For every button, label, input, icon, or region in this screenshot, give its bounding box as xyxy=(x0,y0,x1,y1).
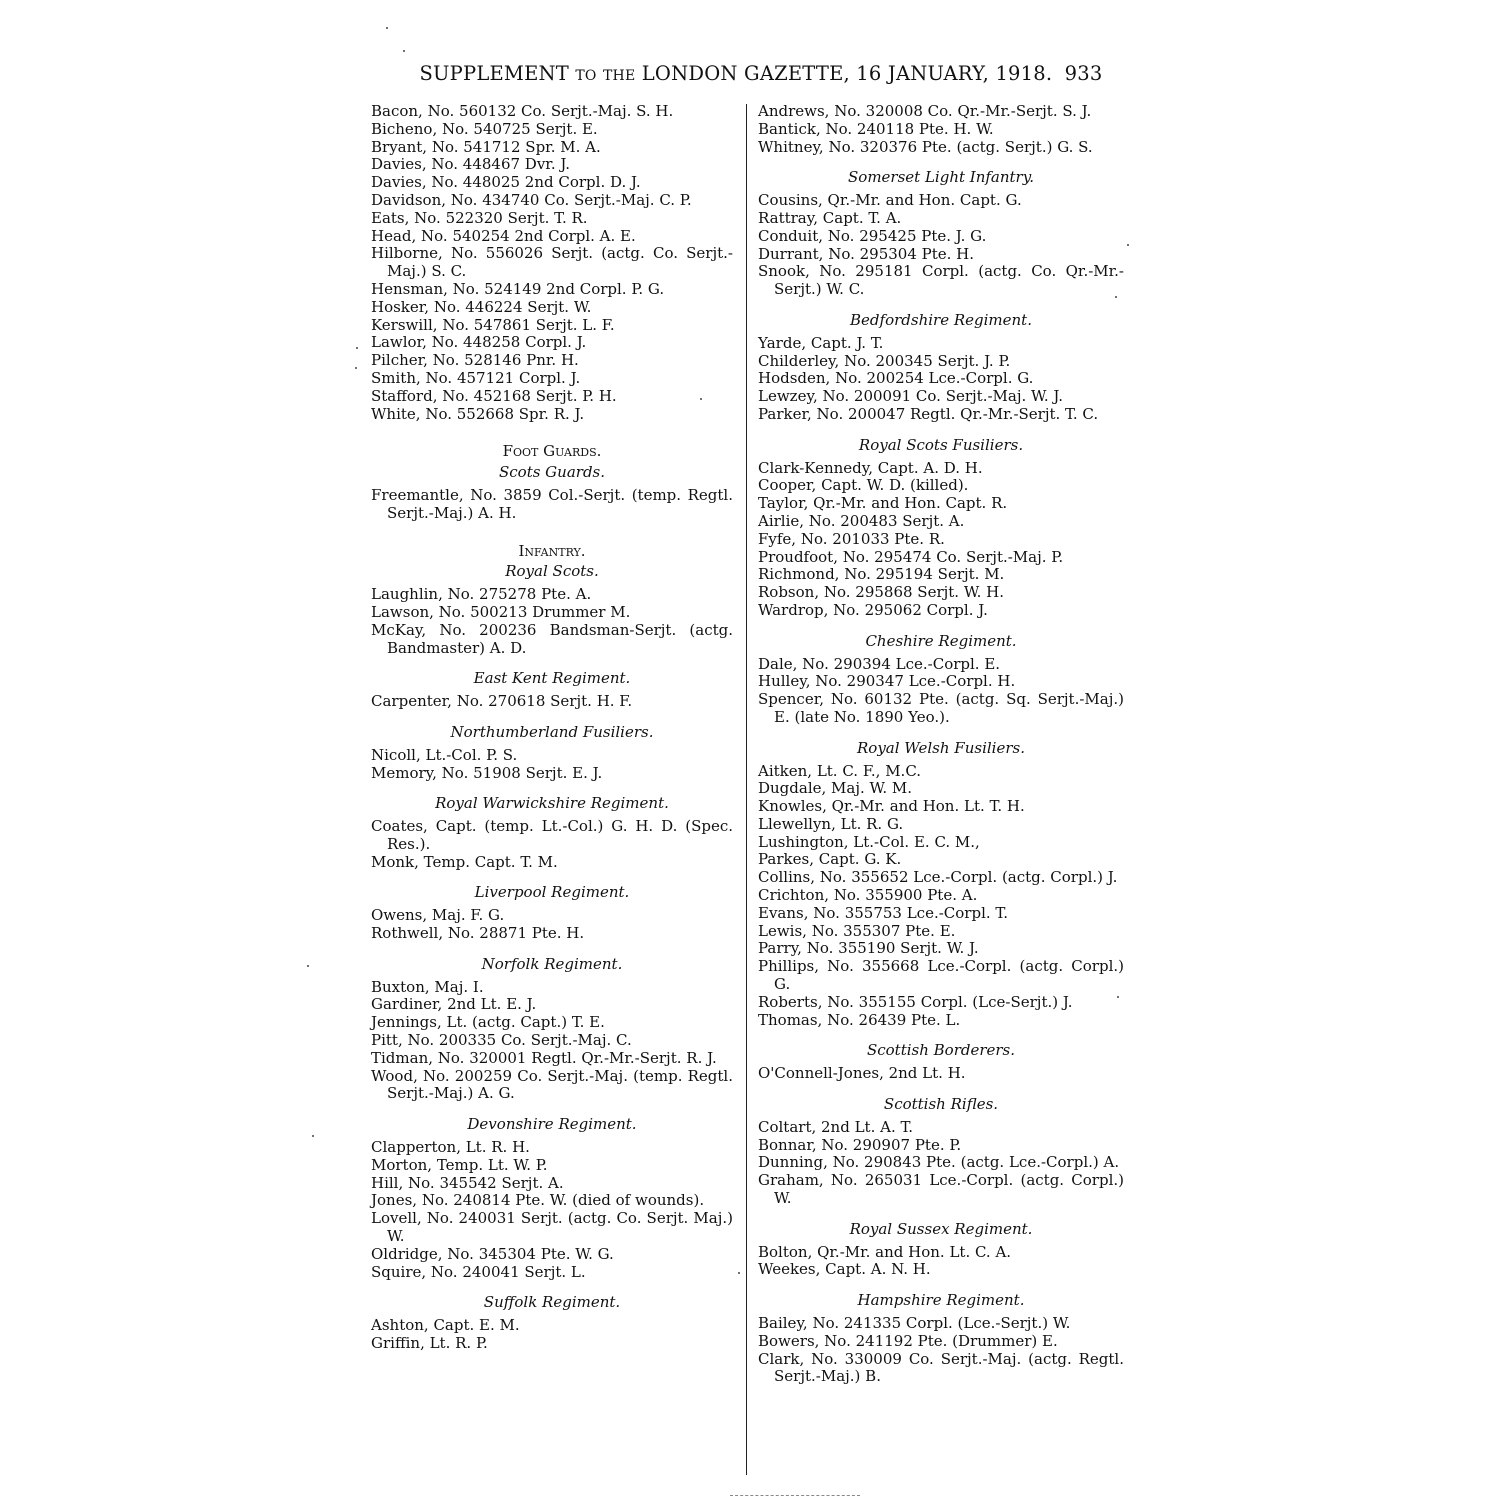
roll-entry: Bowers, No. 241192 Pte. (Drummer) E. xyxy=(758,1331,1058,1350)
roll-entry: Laughlin, No. 275278 Pte. A. xyxy=(371,585,592,604)
roll-entry: O'Connell-Jones, 2nd Lt. H. xyxy=(758,1064,966,1083)
section-heading: Infantry. xyxy=(518,541,586,560)
roll-entry: Coates, Capt. (temp. Lt.-Col.) G. H. D. (Spec. Res.). xyxy=(371,817,733,853)
roll-entry: Hill, No. 345542 Serjt. A. xyxy=(371,1173,564,1192)
roll-entry: Hensman, No. 524149 2nd Corpl. P. G. xyxy=(371,279,665,298)
roll-entry: Yarde, Capt. J. T. xyxy=(758,333,884,352)
roll-entry: Durrant, No. 295304 Pte. H. xyxy=(758,244,975,263)
regiment-heading: Scots Guards. xyxy=(498,463,606,482)
roll-entry: Collins, No. 355652 Lce.-Corpl. (actg. Corpl.) J. xyxy=(758,868,1118,887)
roll-entry: Ashton, Capt. E. M. xyxy=(371,1316,520,1335)
roll-entry: Phillips, No. 355668 Lce.-Corpl. (actg. Corpl.) G. xyxy=(758,957,1124,994)
roll-entry: Head, No. 540254 2nd Corpl. A. E. xyxy=(371,226,636,245)
roll-entry: Davies, No. 448467 Dvr. J. xyxy=(371,155,570,174)
roll-entry: Childerley, No. 200345 Serjt. J. P. xyxy=(758,351,1011,370)
roll-entry: Roberts, No. 355155 Corpl. (Lce-Serjt.) J. xyxy=(758,992,1073,1011)
regiment-heading: Liverpool Regiment. xyxy=(474,883,630,902)
roll-entry: Airlie, No. 200483 Serjt. A. xyxy=(758,511,965,530)
roll-entry: Freemantle, No. 3859 Col.-Serjt. (temp. Regtl. Serjt.-Maj.) A. H. xyxy=(371,485,733,522)
roll-entry: Lewis, No. 355307 Pte. E. xyxy=(758,921,956,940)
scan-speck xyxy=(386,27,388,29)
scan-edge-mark xyxy=(730,1495,860,1497)
roll-entry: White, No. 552668 Spr. R. J. xyxy=(371,404,585,423)
roll-entry: Graham, No. 265031 Lce.-Corpl. (actg. Corpl.) W. xyxy=(758,1171,1124,1208)
roll-entry: Bonnar, No. 290907 Pte. P. xyxy=(758,1135,962,1154)
regiment-heading: East Kent Regiment. xyxy=(473,669,631,688)
roll-entry: Cooper, Capt. W. D. (killed). xyxy=(758,476,969,495)
roll-entry: Eats, No. 522320 Serjt. T. R. xyxy=(371,208,588,227)
roll-entry: Lawson, No. 500213 Drummer M. xyxy=(371,602,631,621)
roll-entry: Dunning, No. 290843 Pte. (actg. Lce.-Corpl.) A. xyxy=(758,1153,1120,1172)
roll-entry: Parkes, Capt. G. K. xyxy=(758,850,902,869)
roll-entry: Owens, Maj. F. G. xyxy=(371,906,505,925)
scan-speck xyxy=(738,1272,740,1274)
roll-entry: Evans, No. 355753 Lce.-Corpl. T. xyxy=(758,903,1008,922)
regiment-heading: Royal Warwickshire Regiment. xyxy=(435,794,669,813)
scan-speck xyxy=(312,1135,314,1137)
roll-entry: Buxton, Maj. I. xyxy=(371,977,484,996)
scan-speck xyxy=(355,367,357,369)
roll-entry: Monk, Temp. Capt. T. M. xyxy=(371,852,558,871)
roll-entry: Coltart, 2nd Lt. A. T. xyxy=(758,1117,914,1136)
roll-entry: Snook, No. 295181 Corpl. (actg. Co. Qr.-Mr.-Serjt.) W. C. xyxy=(758,262,1124,299)
scan-speck xyxy=(1117,996,1119,998)
regiment-heading: Norfolk Regiment. xyxy=(481,954,623,973)
roll-entry: Bailey, No. 241335 Corpl. (Lce.-Serjt.) W. xyxy=(758,1314,1071,1333)
roll-entry: Bryant, No. 541712 Spr. M. A. xyxy=(371,137,601,156)
roll-entry: Bantick, No. 240118 Pte. H. W. xyxy=(758,119,994,138)
roll-entry: Crichton, No. 355900 Pte. A. xyxy=(758,886,978,905)
roll-entry: McKay, No. 200236 Bandsman-Serjt. (actg. Bandmaster) A. D. xyxy=(371,620,733,657)
roll-entry: Dugdale, Maj. W. M. xyxy=(758,779,912,798)
scan-speck xyxy=(1115,296,1117,298)
roll-entry: Whitney, No. 320376 Pte. (actg. Serjt.) G. S. xyxy=(758,137,1093,156)
roll-entry: Llewellyn, Lt. R. G. xyxy=(758,814,904,833)
roll-entry: Tidman, No. 320001 Regtl. Qr.-Mr.-Serjt. R. J. xyxy=(371,1048,717,1067)
roll-entry: Lewzey, No. 200091 Co. Serjt.-Maj. W. J. xyxy=(758,387,1063,406)
column-divider xyxy=(746,104,747,1475)
regiment-heading: Suffolk Regiment. xyxy=(483,1293,621,1312)
regiment-heading: Somerset Light Infantry. xyxy=(848,168,1034,187)
roll-entry: Pitt, No. 200335 Co. Serjt.-Maj. C. xyxy=(371,1031,632,1050)
roll-entry: Andrews, No. 320008 Co. Qr.-Mr.-Serjt. S. J. xyxy=(758,102,1092,120)
roll-entry: Lushington, Lt.-Col. E. C. M., xyxy=(758,832,980,851)
roll-entry: Parker, No. 200047 Regtl. Qr.-Mr.-Serjt. T. C. xyxy=(758,404,1099,423)
roll-entry: Bacon, No. 560132 Co. Serjt.-Maj. S. H. xyxy=(371,102,674,120)
roll-entry: Aitken, Lt. C. F., M.C. xyxy=(758,761,922,780)
regiment-heading: Cheshire Regiment. xyxy=(865,631,1017,650)
roll-entry: Conduit, No. 295425 Pte. J. G. xyxy=(758,226,987,245)
roll-entry: Lovell, No. 240031 Serjt. (actg. Co. Serjt. Maj.) W. xyxy=(371,1209,733,1246)
roll-entry: Lawlor, No. 448258 Corpl. J. xyxy=(371,333,587,352)
roll-entry: Spencer, No. 60132 Pte. (actg. Sq. Serjt.-Maj.) E. (late No. 1890 Yeo.). xyxy=(758,690,1124,726)
scan-speck xyxy=(1127,244,1129,246)
roll-entry: Stafford, No. 452168 Serjt. P. H. xyxy=(371,386,617,405)
roll-entry: Nicoll, Lt.-Col. P. S. xyxy=(371,745,518,764)
roll-entry: Carpenter, No. 270618 Serjt. H. F. xyxy=(371,692,633,711)
right-column xyxy=(758,103,1124,1386)
page-number: 933 xyxy=(1064,62,1103,85)
roll-entry: Dale, No. 290394 Lce.-Corpl. E. xyxy=(758,654,1001,673)
scan-speck xyxy=(356,347,358,349)
roll-entry: Jones, No. 240814 Pte. W. (died of wounds). xyxy=(371,1191,705,1210)
roll-entry: Parry, No. 355190 Serjt. W. J. xyxy=(758,939,979,958)
regiment-heading: Hampshire Regiment. xyxy=(857,1291,1025,1310)
regiment-heading: Royal Sussex Regiment. xyxy=(849,1219,1033,1238)
roll-entry: Jennings, Lt. (actg. Capt.) T. E. xyxy=(371,1013,605,1032)
roll-entry: Griffin, Lt. R. P. xyxy=(371,1334,488,1353)
roll-entry: Rattray, Capt. T. A. xyxy=(758,208,902,227)
roll-entry: Bolton, Qr.-Mr. and Hon. Lt. C. A. xyxy=(758,1242,1012,1261)
regiment-heading: Royal Welsh Fusiliers. xyxy=(857,738,1025,757)
roll-entry: Davidson, No. 434740 Co. Serjt.-Maj. C. P. xyxy=(371,190,692,209)
regiment-heading: Royal Scots Fusiliers. xyxy=(858,435,1024,454)
regiment-heading: Scottish Borderers. xyxy=(866,1041,1016,1060)
roll-entry: Robson, No. 295868 Serjt. W. H. xyxy=(758,583,1005,602)
roll-entry: Fyfe, No. 201033 Pte. R. xyxy=(758,529,945,548)
roll-entry: Hosker, No. 446224 Serjt. W. xyxy=(371,297,592,316)
section-heading: Foot Guards. xyxy=(502,442,602,461)
page-header xyxy=(400,62,1122,85)
roll-entry: Gardiner, 2nd Lt. E. J. xyxy=(371,995,537,1014)
header-prefix: SUPPLEMENT xyxy=(419,62,569,85)
roll-entry: Clapperton, Lt. R. H. xyxy=(371,1138,530,1157)
scan-speck xyxy=(403,50,405,52)
roll-entry: Kerswill, No. 547861 Serjt. L. F. xyxy=(371,315,615,334)
header-title: LONDON GAZETTE, 16 JANUARY, 1918. xyxy=(641,62,1053,85)
header-connector: to the xyxy=(575,62,636,85)
regiment-heading: Devonshire Regiment. xyxy=(467,1115,637,1134)
regiment-heading: Northumberland Fusiliers. xyxy=(450,722,654,741)
roll-entry: Knowles, Qr.-Mr. and Hon. Lt. T. H. xyxy=(758,797,1025,816)
roll-entry: Hodsden, No. 200254 Lce.-Corpl. G. xyxy=(758,369,1034,388)
roll-entry: Smith, No. 457121 Corpl. J. xyxy=(371,368,581,387)
roll-entry: Hulley, No. 290347 Lce.-Corpl. H. xyxy=(758,672,1016,691)
roll-entry: Oldridge, No. 345304 Pte. W. G. xyxy=(371,1244,614,1263)
regiment-heading: Scottish Rifles. xyxy=(883,1095,999,1114)
roll-entry: Weekes, Capt. A. N. H. xyxy=(758,1260,931,1279)
roll-entry: Clark, No. 330009 Co. Serjt.-Maj. (actg. Regtl. Serjt.-Maj.) B. xyxy=(758,1349,1124,1386)
roll-entry: Proudfoot, No. 295474 Co. Serjt.-Maj. P. xyxy=(758,547,1064,566)
regiment-heading: Bedfordshire Regiment. xyxy=(850,310,1032,329)
roll-entry: Richmond, No. 295194 Serjt. M. xyxy=(758,565,1005,584)
roll-entry: Davies, No. 448025 2nd Corpl. D. J. xyxy=(371,173,641,192)
roll-entry: Rothwell, No. 28871 Pte. H. xyxy=(371,924,585,943)
roll-entry: Wood, No. 200259 Co. Serjt.-Maj. (temp. Regtl. Serjt.-Maj.) A. G. xyxy=(371,1066,733,1103)
roll-entry: Clark-Kennedy, Capt. A. D. H. xyxy=(758,458,983,477)
roll-entry: Memory, No. 51908 Serjt. E. J. xyxy=(371,763,603,782)
roll-entry: Thomas, No. 26439 Pte. L. xyxy=(758,1010,961,1029)
roll-entry: Wardrop, No. 295062 Corpl. J. xyxy=(758,600,988,619)
roll-entry: Hilborne, No. 556026 Serjt. (actg. Co. Serjt.-Maj.) S. C. xyxy=(371,244,733,281)
roll-entry: Taylor, Qr.-Mr. and Hon. Capt. R. xyxy=(758,494,1008,513)
scan-speck xyxy=(307,965,309,967)
regiment-heading: Royal Scots. xyxy=(505,562,599,581)
left-column xyxy=(371,103,733,1353)
roll-entry: Pilcher, No. 528146 Pnr. H. xyxy=(371,351,579,370)
roll-entry: Cousins, Qr.-Mr. and Hon. Capt. G. xyxy=(758,191,1022,210)
roll-entry: Morton, Temp. Lt. W. P. xyxy=(371,1155,548,1174)
roll-entry: Bicheno, No. 540725 Serjt. E. xyxy=(371,119,598,138)
scan-speck xyxy=(700,398,702,400)
roll-entry: Squire, No. 240041 Serjt. L. xyxy=(371,1262,586,1281)
